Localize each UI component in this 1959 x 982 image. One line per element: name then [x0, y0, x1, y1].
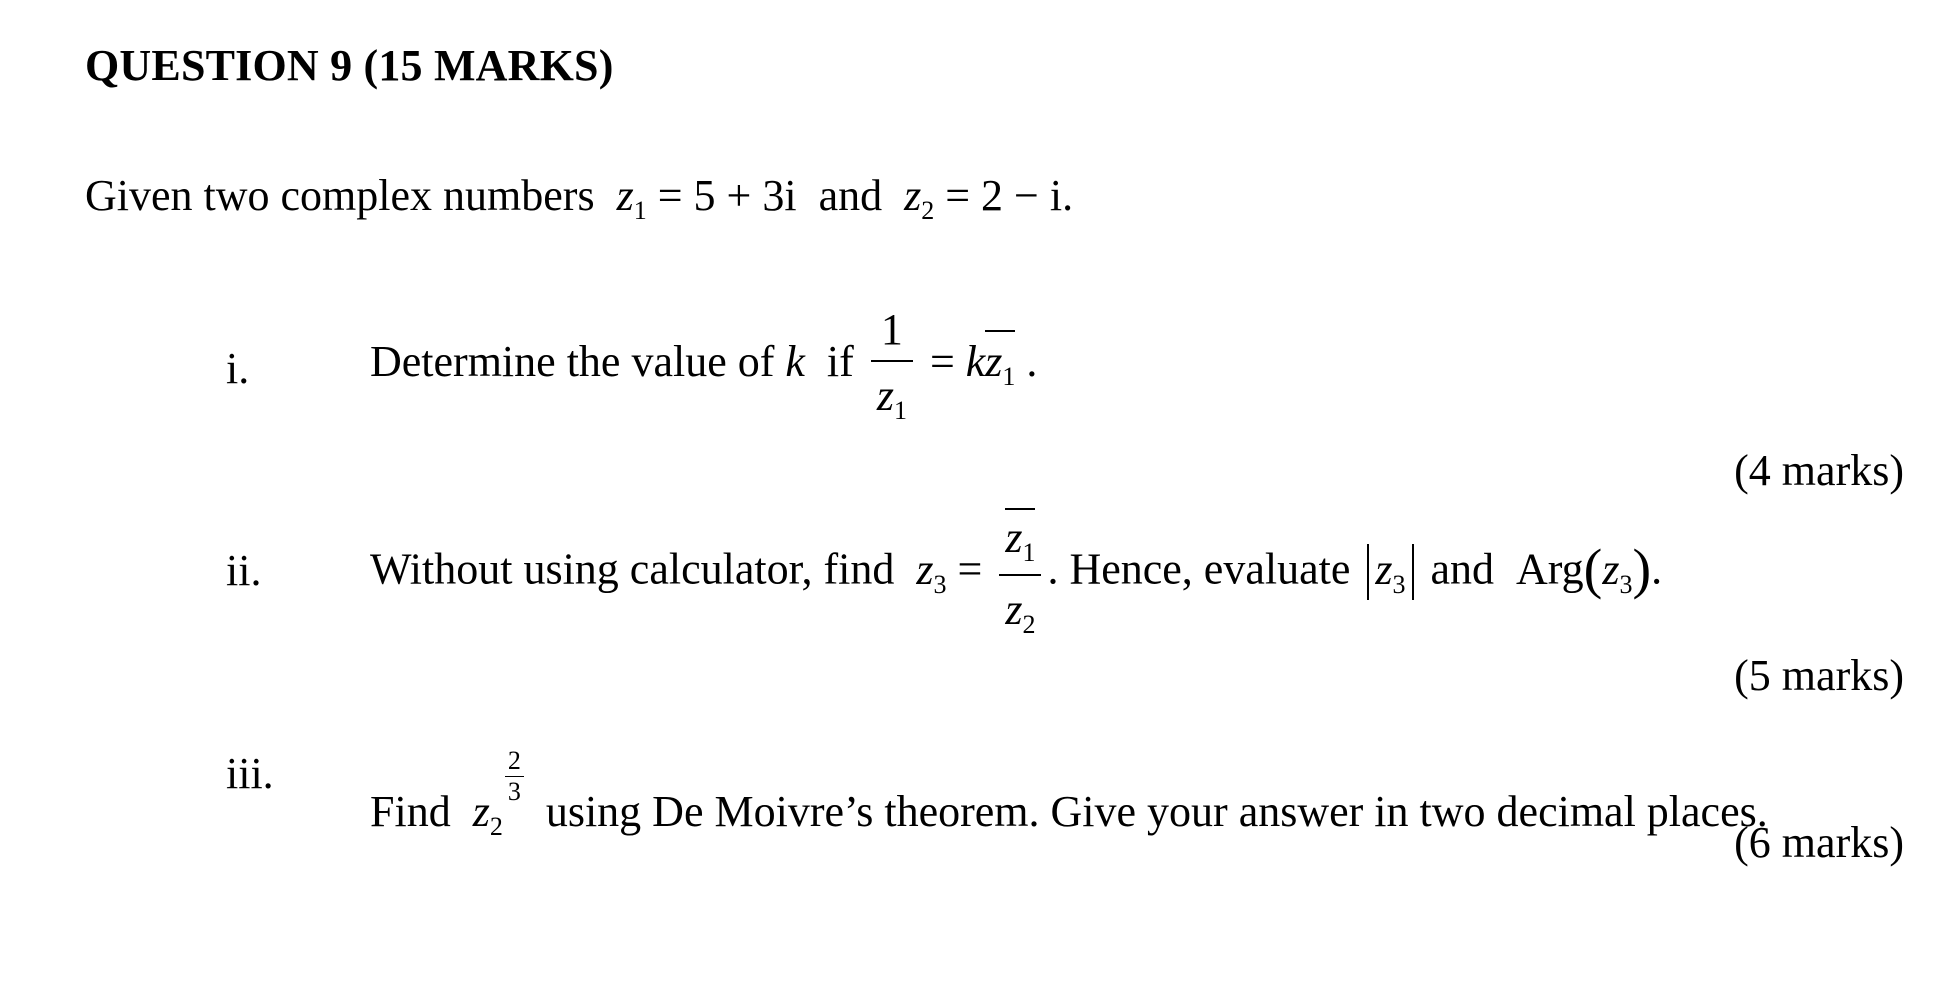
part-iii-marks: (6 marks) [1734, 818, 1904, 867]
question-intro [85, 170, 1073, 226]
question-heading: QUESTION 9 (15 MARKS) [85, 41, 614, 90]
part-iii-z2: $z_2$ [472, 787, 503, 841]
part-ii-fraction [999, 508, 1041, 639]
part-i-conjugate-z1: $z_1$ [985, 330, 1015, 392]
part-ii-prompt: Without using calculator, find [370, 544, 895, 594]
part-ii-middle: . Hence, evaluate [1047, 544, 1351, 594]
part-i-rhs-k: k [965, 337, 986, 387]
intro-and: and [818, 171, 883, 220]
part-ii-equals: = [957, 544, 983, 594]
part-i-label: i. [226, 344, 250, 393]
part-ii-arg-z3: $z_3$ [1602, 544, 1633, 599]
part-ii-denominator: $z_2$ [1005, 584, 1036, 639]
part-i-prompt: Determine the value of [370, 337, 775, 387]
part-i-fraction [871, 306, 913, 426]
part-ii-modulus: $z_3$ [1367, 544, 1413, 600]
part-ii-end: . [1651, 544, 1663, 594]
part-i-marks: (4 marks) [1734, 446, 1904, 495]
part-iii-prompt: Find [370, 787, 451, 836]
part-i-if: if [826, 337, 854, 387]
part-i-end: . [1026, 337, 1038, 387]
z2-value: = 2 − i [945, 171, 1063, 220]
z1-symbol: $z_1$ [616, 171, 647, 225]
part-iii-text [370, 748, 1768, 842]
part-i-k: k [785, 337, 805, 387]
part-iii-exponent: $\frac{2}{3}$ [505, 748, 524, 805]
part-i-equals: = [929, 337, 955, 387]
part-ii-label: ii. [226, 546, 262, 595]
intro-period: . [1062, 171, 1074, 220]
part-ii-numerator: $z_1$ [999, 508, 1041, 576]
z1-value: = 5 + 3i [657, 171, 797, 220]
part-i-text [370, 306, 1037, 426]
part-i-denominator: $z_1$ [876, 371, 907, 426]
part-i-numerator: 1 [871, 306, 913, 362]
part-ii-marks: (5 marks) [1734, 651, 1904, 700]
part-ii-z3: $z_3$ [916, 544, 947, 599]
z2-symbol: $z_2$ [904, 171, 935, 225]
part-iii-rest: using De Moivre’s theorem. Give your answer in two decimal places. [545, 787, 1768, 836]
part-ii-and: and [1430, 544, 1495, 594]
part-ii-text: Without using calculator, find $z_3$ = $\frac{z_1}{z_2}$ . Hence, evaluate $z_3$ and $Arg(z_3)$. [370, 508, 1662, 639]
intro-text: Given two complex numbers [85, 171, 595, 220]
part-ii-arg: Arg [1516, 544, 1584, 594]
part-iii-label: iii. [226, 749, 274, 798]
